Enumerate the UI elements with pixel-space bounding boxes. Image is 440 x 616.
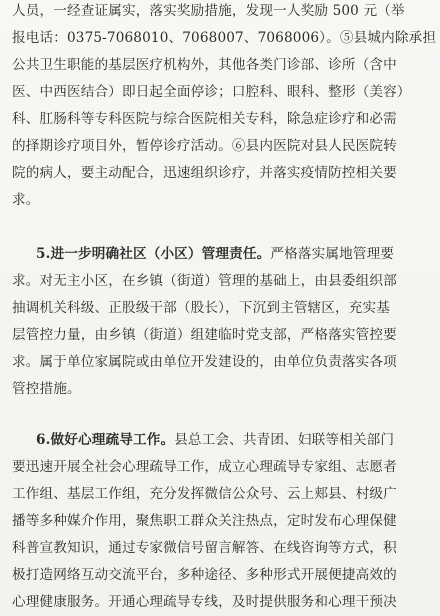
text-line: 求。 <box>12 192 40 208</box>
text-line: 的择期诊疗项目外，暂停诊疗活动。⑥县内医院对县人民医院转 <box>12 138 397 154</box>
text-line: 层管控力量，由乡镇（街道）组建临时党支部，严格落实管控要 <box>12 327 397 343</box>
text-line: 心理健康服务。开通心理疏导专线，及时提供服务和心理干预决 <box>12 594 397 610</box>
heading-6-rest: 县总工会、共青团、妇联等相关部门 <box>174 432 395 448</box>
section-heading-5 <box>36 245 394 263</box>
text-line: 科、肛肠科等专科医院与综合医院相关专科，除急症诊疗和必需 <box>12 111 397 127</box>
text-line: 院的病人，要主动配合，迅速组织诊疗，并落实疫情防控相关要 <box>12 165 397 181</box>
section-heading-6 <box>36 431 394 449</box>
text-line: 求。属于单位家属院或由单位开发建设的，由单位负责落实各项 <box>12 354 397 370</box>
text-line: 工作组、基层工作组，充分发挥微信公众号、云上郏县、村级广 <box>12 486 397 502</box>
text-line: 公共卫生职能的基层医疗机构外，其他各类门诊部、诊所（含中 <box>12 57 397 73</box>
heading-5-rest: 严格落实属地管理要 <box>270 246 395 262</box>
text-line: 极打造网络互动交流平台，多种途径、多种形式开展便捷高效的 <box>12 567 397 583</box>
text-line: 播等多种媒介作用，聚焦职工群众关注热点，定时发布心理保健 <box>12 513 397 529</box>
text-line: 人员，一经查证属实，落实奖励措施，发现一人奖励 500 元（举 <box>12 3 405 19</box>
text-line: 医、中西医结合）即日起全面停诊；口腔科、眼科、整形（美容） <box>12 84 411 100</box>
text-line: 报电话：0375-7068010、7068007、7068006）。⑤县城内除承担 <box>12 30 437 46</box>
text-line: 科普宣教知识，通过专家微信号留言解答、在线咨询等方式，积 <box>12 540 397 556</box>
text-line: 抽调机关科级、正股级干部（股长），下沉到主管辖区，充实基 <box>12 300 391 316</box>
text-line: 管控措施。 <box>12 381 81 397</box>
heading-6-bold: 6.做好心理疏导工作。 <box>36 432 175 448</box>
heading-5-bold: 5.进一步明确社区（小区）管理责任。 <box>36 246 271 262</box>
text-line: 要迅速开展全社会心理疏导工作，成立心理疏导专家组、志愿者 <box>12 459 397 475</box>
text-line: 求。对无主小区，在乡镇（街道）管理的基础上，由县委组织部 <box>12 273 397 289</box>
